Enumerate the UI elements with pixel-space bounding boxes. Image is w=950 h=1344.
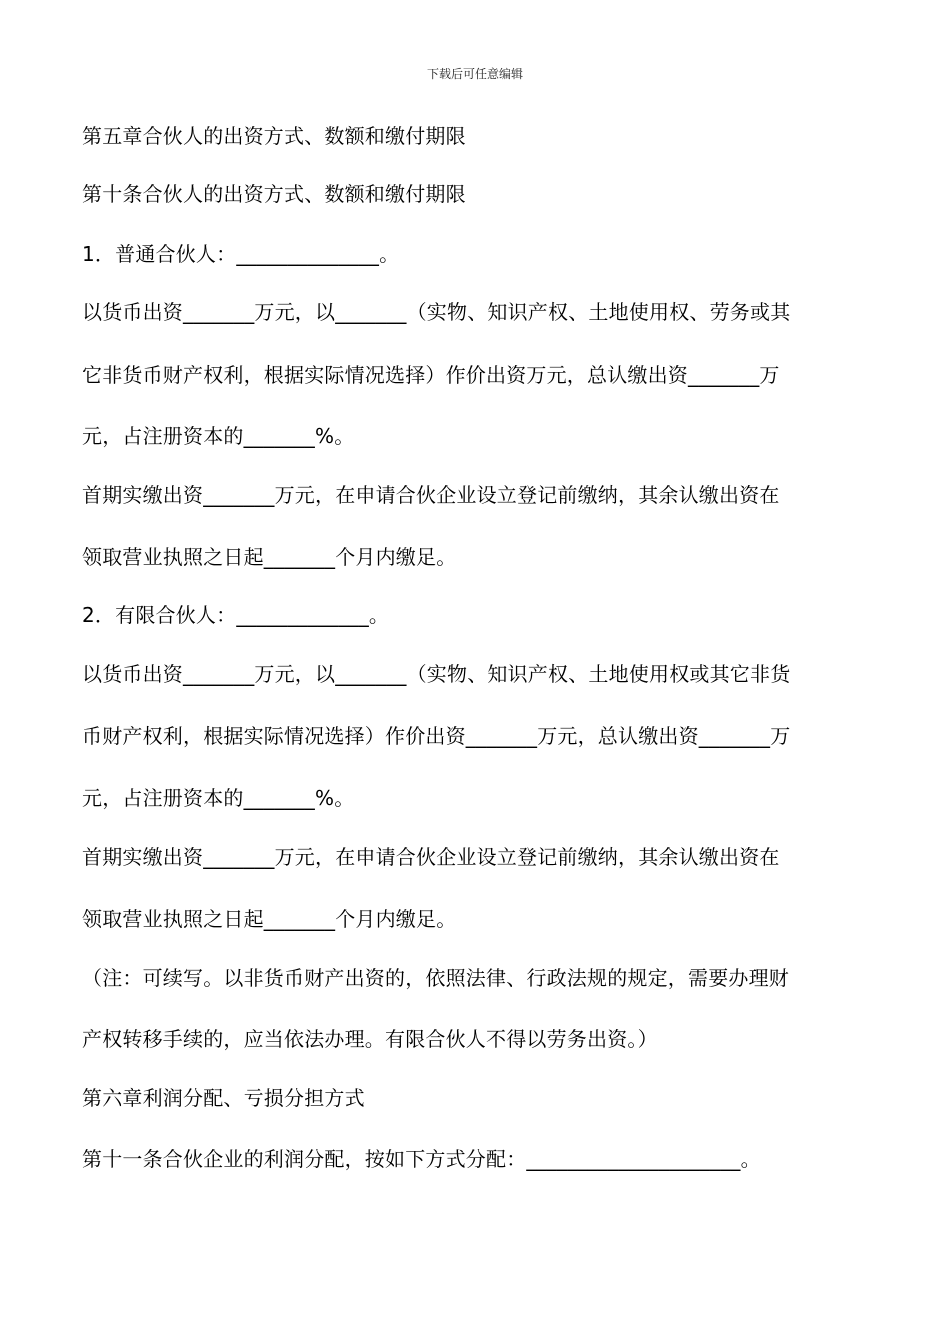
article-heading-10: 第十条合伙人的出资方式、数额和缴付期限: [82, 182, 466, 206]
chapter-heading-6: 第六章利润分配、亏损分担方式: [82, 1086, 365, 1110]
paragraph-line: 以货币出资_______万元，以_______（实物、知识产权、土地使用权、劳务或其: [82, 300, 791, 324]
paragraph-line: 以货币出资_______万元，以_______（实物、知识产权、土地使用权或其它非货: [82, 662, 791, 686]
paragraph-line: 首期实缴出资_______万元，在申请合伙企业设立登记前缴纳，其余认缴出资在: [82, 845, 780, 869]
paragraph-line: 领取营业执照之日起_______个月内缴足。: [82, 545, 457, 569]
article-heading-11: 第十一条合伙企业的利润分配，按如下方式分配：_____________________。: [82, 1147, 761, 1171]
note-line: 产权转移手续的，应当依法办理。有限合伙人不得以劳务出资。）: [82, 1027, 658, 1051]
paragraph-line: 它非货币财产权利，根据实际情况选择）作价出资万元，总认缴出资_______万: [82, 363, 780, 387]
paragraph-line: 元，占注册资本的_______%。: [82, 786, 355, 810]
paragraph-line: 领取营业执照之日起_______个月内缴足。: [82, 907, 457, 931]
note-line: （注：可续写。以非货币财产出资的，依照法律、行政法规的规定，需要办理财: [82, 966, 789, 990]
paragraph-line: 元，占注册资本的_______%。: [82, 424, 355, 448]
paragraph-line: 币财产权利，根据实际情况选择）作价出资_______万元，总认缴出资_______万: [82, 724, 791, 748]
page-header: 下载后可任意编辑: [426, 67, 523, 81]
limited-partner-line: 2．有限合伙人：_____________。: [82, 603, 390, 627]
chapter-heading-5: 第五章合伙人的出资方式、数额和缴付期限: [82, 124, 466, 148]
general-partner-line: 1．普通合伙人：______________。: [82, 242, 400, 266]
paragraph-line: 首期实缴出资_______万元，在申请合伙企业设立登记前缴纳，其余认缴出资在: [82, 483, 780, 507]
